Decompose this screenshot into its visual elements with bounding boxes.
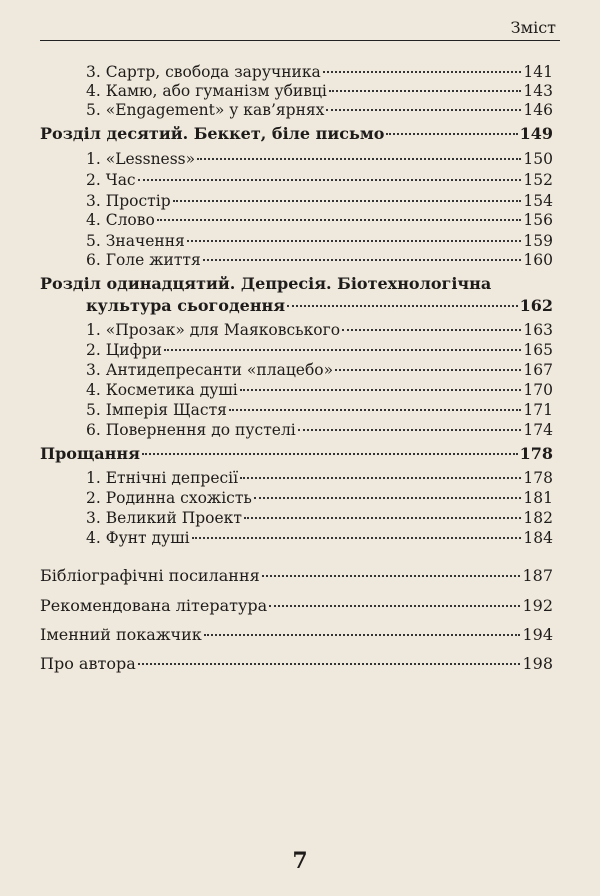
toc-entry bbox=[86, 320, 553, 340]
toc-entry-page: 159 bbox=[523, 232, 553, 250]
leader-dots bbox=[298, 429, 522, 431]
leader-dots bbox=[203, 259, 522, 261]
toc-entry-title: 1. «Прозак» для Маяковського bbox=[86, 321, 341, 339]
toc-entry-title: Рекомендована література bbox=[40, 596, 268, 615]
toc-entry-page: 160 bbox=[523, 251, 553, 269]
toc-entry-title: Бібліографічні посилання bbox=[40, 566, 260, 585]
toc-entry-page: 184 bbox=[523, 529, 553, 547]
toc-entry-title: 3. Великий Проект bbox=[86, 509, 242, 527]
toc-chapter-page: 178 bbox=[519, 444, 553, 463]
leader-dots bbox=[173, 200, 522, 202]
toc-entry-title: 5. «Engagement» у кав’ярнях bbox=[86, 101, 325, 119]
toc-entry-page: 171 bbox=[523, 401, 553, 419]
leader-dots bbox=[138, 663, 521, 665]
toc-entry-page: 165 bbox=[523, 341, 553, 359]
toc-entry-page: 156 bbox=[523, 211, 553, 229]
toc-entry bbox=[86, 231, 553, 251]
running-head: Зміст bbox=[510, 18, 556, 37]
leader-dots bbox=[342, 329, 521, 331]
leader-dots bbox=[329, 90, 522, 92]
toc-entry bbox=[86, 360, 553, 380]
toc-entry-page: 174 bbox=[523, 421, 553, 439]
toc-entry-page: 152 bbox=[523, 171, 553, 189]
toc-entry-page: 178 bbox=[523, 469, 553, 487]
toc-entry-title: 2. Родинна схожість bbox=[86, 489, 252, 507]
toc-entry bbox=[86, 380, 553, 400]
toc-entry bbox=[86, 468, 553, 488]
leader-dots bbox=[157, 219, 522, 221]
toc-entry bbox=[86, 420, 553, 440]
page-number: 7 bbox=[292, 848, 308, 874]
toc-entry bbox=[86, 508, 553, 528]
toc-chapter-title-line1: Розділ одинадцятий. Депресія. Біотехнологічна bbox=[40, 274, 492, 293]
toc-entry-page: 167 bbox=[523, 361, 553, 379]
toc-entry-page: 181 bbox=[523, 489, 553, 507]
toc-entry-title: 5. Значення bbox=[86, 232, 185, 250]
leader-dots bbox=[240, 477, 521, 479]
leader-dots bbox=[187, 240, 522, 242]
toc-entry-page: 141 bbox=[523, 63, 553, 81]
leader-dots bbox=[262, 575, 521, 577]
toc-entry bbox=[86, 81, 553, 101]
toc-entry bbox=[86, 210, 553, 230]
toc-chapter-heading bbox=[40, 444, 553, 464]
toc-back-matter-entry bbox=[40, 625, 553, 645]
toc-entry bbox=[86, 191, 553, 211]
leader-dots bbox=[229, 409, 521, 411]
toc-entry-title: 4. Косметика душі bbox=[86, 381, 238, 399]
leader-dots bbox=[204, 634, 521, 636]
leader-dots bbox=[326, 109, 521, 111]
toc-entry-page: 143 bbox=[523, 82, 553, 100]
toc-entry-title: 1. «Lessness» bbox=[86, 150, 196, 168]
toc-chapter-heading bbox=[86, 296, 553, 316]
leader-dots bbox=[386, 133, 517, 135]
toc-entry bbox=[86, 100, 553, 120]
toc-entry bbox=[86, 528, 553, 548]
toc-entry-page: 154 bbox=[523, 192, 553, 210]
toc-entry bbox=[86, 62, 553, 82]
toc-chapter-title: Розділ десятий. Беккет, біле письмо bbox=[40, 124, 385, 143]
leader-dots bbox=[240, 389, 522, 391]
toc-entry-page: 194 bbox=[522, 625, 553, 644]
toc-entry-title: 3. Простір bbox=[86, 192, 171, 210]
toc-back-matter-entry bbox=[40, 654, 553, 674]
toc-entry bbox=[86, 488, 553, 508]
toc-chapter-page: 162 bbox=[519, 296, 553, 315]
toc-entry-title: 4. Фунт душі bbox=[86, 529, 190, 547]
toc-entry-title: Про автора bbox=[40, 654, 136, 673]
toc-back-matter-entry bbox=[40, 566, 553, 586]
toc-chapter-heading bbox=[40, 124, 553, 144]
toc-entry-page: 187 bbox=[522, 566, 553, 585]
toc-chapter-page: 149 bbox=[519, 124, 553, 143]
toc-entry-title: 6. Повернення до пустелі bbox=[86, 421, 296, 439]
toc-entry-page: 163 bbox=[523, 321, 553, 339]
toc-entry bbox=[86, 170, 553, 190]
toc-chapter-title: Прощання bbox=[40, 444, 140, 463]
toc-entry bbox=[86, 149, 553, 169]
toc-entry-title: 3. Сартр, свобода заручника bbox=[86, 63, 321, 81]
toc-entry-page: 170 bbox=[523, 381, 553, 399]
toc-entry-page: 182 bbox=[523, 509, 553, 527]
toc-entry-title: Іменний покажчик bbox=[40, 625, 202, 644]
toc-entry-title: 4. Камю, або гуманізм убивці bbox=[86, 82, 327, 100]
leader-dots bbox=[269, 605, 520, 607]
toc-entry-page: 192 bbox=[522, 596, 553, 615]
leader-dots bbox=[142, 453, 518, 455]
header-rule bbox=[40, 40, 560, 41]
toc-entry-title: 2. Цифри bbox=[86, 341, 162, 359]
leader-dots bbox=[287, 305, 518, 307]
toc-chapter-title-line2: культура сьогодення bbox=[86, 296, 286, 315]
toc-entry bbox=[86, 400, 553, 420]
leader-dots bbox=[335, 369, 521, 371]
toc-entry-page: 146 bbox=[523, 101, 553, 119]
leader-dots bbox=[197, 158, 521, 160]
toc-entry-title: 3. Антидепресанти «плацебо» bbox=[86, 361, 334, 379]
toc-entry-page: 150 bbox=[523, 150, 553, 168]
toc-entry-title: 1. Етнічні депресії bbox=[86, 469, 239, 487]
leader-dots bbox=[164, 349, 521, 351]
toc-back-matter-entry bbox=[40, 596, 553, 616]
toc-entry bbox=[86, 250, 553, 270]
toc-entry-title: 6. Голе життя bbox=[86, 251, 201, 269]
toc-entry-title: 4. Слово bbox=[86, 211, 155, 229]
toc-entry-page: 198 bbox=[522, 654, 553, 673]
leader-dots bbox=[138, 179, 522, 181]
leader-dots bbox=[254, 497, 522, 499]
toc-entry-title: 5. Імперія Щастя bbox=[86, 401, 227, 419]
leader-dots bbox=[323, 71, 522, 73]
leader-dots bbox=[244, 517, 521, 519]
toc-entry-title: 2. Час bbox=[86, 171, 136, 189]
toc-entry bbox=[86, 340, 553, 360]
leader-dots bbox=[192, 537, 522, 539]
